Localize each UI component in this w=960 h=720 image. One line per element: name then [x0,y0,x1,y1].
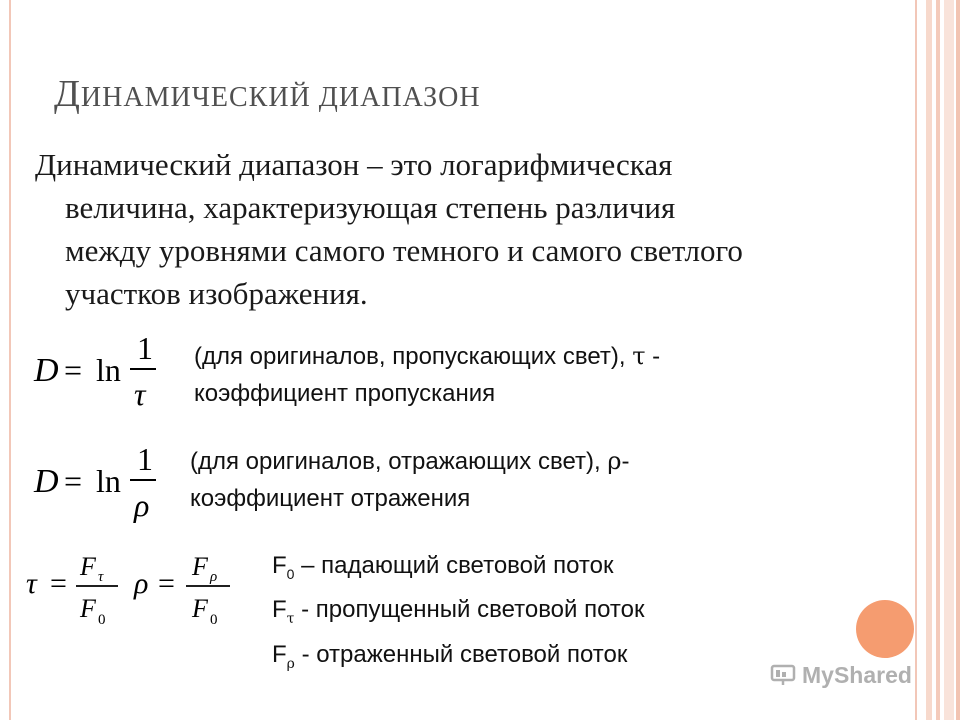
formula3-num-sub-rho: ρ [210,569,218,585]
formula3-eq-2: = [158,567,175,600]
formula1-denominator: τ [134,376,146,412]
presentation-icon [770,663,796,687]
formula3-den-sub-0-1: 0 [98,612,106,628]
flux-text: - пропущенный световой поток [294,595,645,623]
formula1-note-prefix: (для оригиналов, пропускающих свет), [194,343,633,370]
logo-text: MyShared [802,661,912,688]
formula-transmission [30,325,170,415]
formula2-eq: = [64,463,83,499]
formula3-den-F-1: F [80,594,96,623]
flux-subscript: 0 [286,565,295,582]
formula3-den-sub-0-2: 0 [210,612,218,628]
title-first-letter: Д [54,73,81,115]
formula1-note [194,338,660,412]
formula2-note-prefix: (для оригиналов, отражающих свет), [190,448,608,475]
formula1-lhs: D [34,352,59,389]
formula1-note-line2: коэффициент пропускания [194,380,496,407]
formula3-num-F-2: F [192,552,208,581]
flux-subscript: τ [286,610,295,627]
formula2-note-line2: коэффициент отражения [190,485,471,512]
flux-subscript: ρ [286,655,295,672]
formula3-rho-lhs: ρ [134,567,149,600]
definition-line-4: участков изображения. [65,276,368,311]
formula2-denominator: ρ [134,487,150,523]
formula2-lhs: D [34,463,59,500]
accent-circle [856,600,914,658]
flux-row [272,548,644,592]
flux-text: – падающий световой поток [294,552,614,579]
flux-row [272,592,644,637]
flux-symbol: F [272,552,287,579]
formula1-note-symbol: τ [632,342,646,370]
formula1-numerator: 1 [137,330,153,366]
definition-line-2: величина, характеризующая степень различия [65,190,676,225]
formula3-num-F-1: F [80,552,96,581]
definition-line-1: Динамический диапазон – это логарифмическая [35,147,673,182]
definition-line-3: между уровнями самого темного и самого светлого [65,233,743,268]
formula2-note [190,443,629,517]
formula1-eq: = [64,352,83,388]
myshared-logo[interactable] [770,660,930,690]
flux-symbol: F [272,640,287,668]
definition-text [35,143,915,315]
formula-coefficients [22,545,242,637]
formula3-den-F-2: F [192,594,208,623]
formula-reflection [30,438,170,528]
decorative-bands [926,0,960,720]
title-rest: ИНАМИЧЕСКИЙ ДИАПАЗОН [80,82,481,113]
formula2-note-suffix: - [621,448,630,475]
flux-symbol: F [272,595,287,623]
formula3-eq-1: = [50,567,67,600]
formula1-ln: ln [96,352,121,388]
slide-title [54,72,481,116]
flux-definitions [272,548,644,681]
formula2-note-symbol: ρ [607,447,622,475]
flux-row [272,637,644,682]
flux-text: - отраженный световой поток [294,640,628,668]
formula2-ln: ln [96,463,121,499]
formula3-num-sub-tau: τ [98,569,104,585]
formula2-numerator: 1 [137,441,153,477]
formula1-note-suffix: - [645,343,661,370]
formula3-tau-lhs: τ [26,567,37,600]
